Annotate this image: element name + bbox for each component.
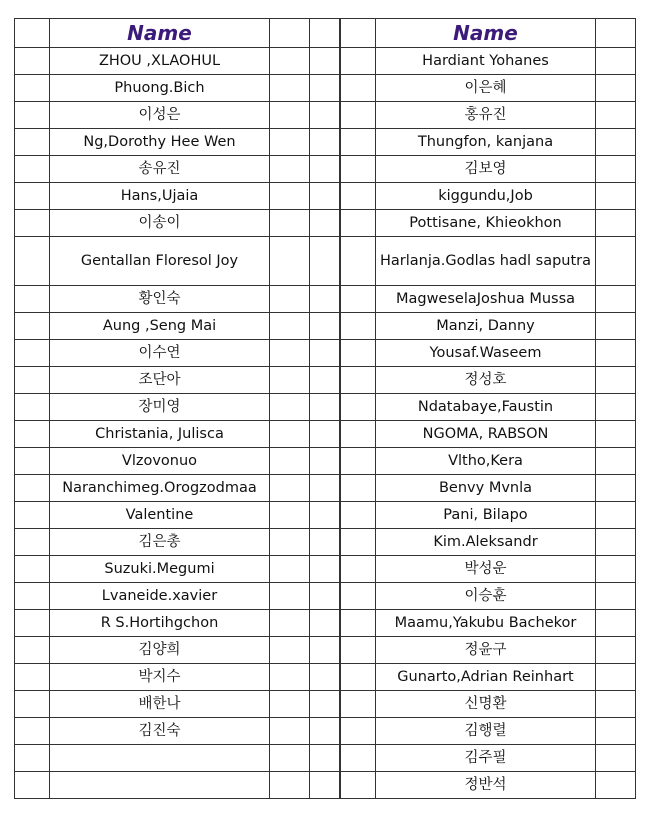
left-blank-cell [270, 367, 310, 394]
right-blank-cell [596, 772, 636, 799]
left-blank-cell [15, 772, 50, 799]
right-blank-cell [341, 102, 376, 129]
right-blank-cell [596, 718, 636, 745]
right-blank-cell [596, 75, 636, 102]
left-blank-cell [270, 394, 310, 421]
table-row [341, 718, 636, 745]
left-blank-cell [15, 745, 50, 772]
table-row [341, 529, 636, 556]
left-blank-cell [15, 718, 50, 745]
right-blank-cell [341, 583, 376, 610]
table-row [15, 529, 340, 556]
left-header-row [15, 19, 340, 48]
left-header-name: Name [50, 19, 270, 48]
left-name-cell [50, 772, 270, 799]
left-name-cell: 김양희 [50, 637, 270, 664]
table-row [15, 502, 340, 529]
table-row [15, 448, 340, 475]
right-name-cell: Pottisane, Khieokhon [376, 210, 596, 237]
right-blank-cell [596, 210, 636, 237]
right-blank-cell [341, 313, 376, 340]
left-name-cell: 김진숙 [50, 718, 270, 745]
table-row [341, 129, 636, 156]
right-name-cell: 정성호 [376, 367, 596, 394]
table-row [15, 475, 340, 502]
left-blank-cell [270, 583, 310, 610]
left-blank-cell [15, 237, 50, 286]
table-row [341, 664, 636, 691]
right-blank-cell [341, 156, 376, 183]
left-blank-cell [270, 421, 310, 448]
left-name-cell: Christania, Julisca [50, 421, 270, 448]
left-blank-cell [270, 745, 310, 772]
right-blank-cell [596, 367, 636, 394]
right-name-cell: 신명환 [376, 691, 596, 718]
left-blank-cell [310, 340, 340, 367]
right-name-cell: 정윤구 [376, 637, 596, 664]
right-name-cell: kiggundu,Job [376, 183, 596, 210]
table-row [15, 772, 340, 799]
left-blank-cell [270, 502, 310, 529]
left-blank-cell [310, 529, 340, 556]
right-blank-cell [596, 664, 636, 691]
left-header-blank-cell [270, 19, 310, 48]
right-blank-cell [596, 610, 636, 637]
left-blank-cell [15, 556, 50, 583]
left-blank-cell [310, 583, 340, 610]
right-blank-cell [341, 421, 376, 448]
left-blank-cell [310, 48, 340, 75]
right-name-cell: 홍유진 [376, 102, 596, 129]
right-blank-cell [341, 394, 376, 421]
right-blank-cell [596, 183, 636, 210]
left-name-cell: Aung ,Seng Mai [50, 313, 270, 340]
right-name-cell: Hardiant Yohanes [376, 48, 596, 75]
table-row [341, 237, 636, 286]
table-row [15, 102, 340, 129]
table-row [341, 183, 636, 210]
table-row [341, 583, 636, 610]
right-name-cell: Thungfon, kanjana [376, 129, 596, 156]
table-row [341, 102, 636, 129]
left-header-blank-cell [310, 19, 340, 48]
table-row [341, 394, 636, 421]
right-name-cell: 김보영 [376, 156, 596, 183]
left-blank-cell [270, 610, 310, 637]
left-blank-cell [310, 313, 340, 340]
left-blank-cell [310, 502, 340, 529]
right-name-cell: Benvy Mvnla [376, 475, 596, 502]
right-blank-cell [341, 610, 376, 637]
left-blank-cell [15, 394, 50, 421]
table-row [341, 210, 636, 237]
left-blank-cell [15, 664, 50, 691]
table-row [341, 313, 636, 340]
left-blank-cell [270, 183, 310, 210]
left-blank-cell [270, 313, 310, 340]
table-row [15, 210, 340, 237]
right-blank-cell [341, 637, 376, 664]
right-blank-cell [596, 448, 636, 475]
table-row [341, 637, 636, 664]
right-name-cell: Manzi, Danny [376, 313, 596, 340]
left-blank-cell [270, 691, 310, 718]
left-blank-cell [310, 237, 340, 286]
right-blank-cell [596, 340, 636, 367]
left-blank-cell [310, 610, 340, 637]
left-blank-cell [15, 286, 50, 313]
left-blank-cell [270, 340, 310, 367]
table-row [15, 421, 340, 448]
table-row [341, 772, 636, 799]
left-name-cell: 이수연 [50, 340, 270, 367]
left-name-cell: Lvaneide.xavier [50, 583, 270, 610]
left-blank-cell [15, 529, 50, 556]
right-name-cell: Gunarto,Adrian Reinhart [376, 664, 596, 691]
left-blank-cell [270, 664, 310, 691]
left-name-cell: 박지수 [50, 664, 270, 691]
right-name-cell: Vltho,Kera [376, 448, 596, 475]
left-blank-cell [270, 156, 310, 183]
right-name-cell: Yousaf.Waseem [376, 340, 596, 367]
left-blank-cell [270, 718, 310, 745]
left-blank-cell [310, 394, 340, 421]
right-blank-cell [341, 367, 376, 394]
left-blank-cell [310, 475, 340, 502]
table-row [15, 156, 340, 183]
left-blank-cell [15, 691, 50, 718]
left-blank-cell [310, 718, 340, 745]
left-blank-cell [270, 48, 310, 75]
left-blank-cell [310, 367, 340, 394]
right-name-cell: 김행렬 [376, 718, 596, 745]
left-blank-cell [270, 637, 310, 664]
right-name-cell: NGOMA, RABSON [376, 421, 596, 448]
right-blank-cell [596, 156, 636, 183]
table-row [15, 340, 340, 367]
table-row [341, 475, 636, 502]
right-blank-cell [341, 556, 376, 583]
right-name-table [340, 18, 636, 799]
left-blank-cell [270, 237, 310, 286]
table-row [15, 183, 340, 210]
table-row [15, 75, 340, 102]
table-row [341, 556, 636, 583]
table-row [15, 637, 340, 664]
left-blank-cell [15, 448, 50, 475]
left-blank-cell [270, 75, 310, 102]
left-name-cell: 조단아 [50, 367, 270, 394]
left-name-cell [50, 745, 270, 772]
left-blank-cell [270, 529, 310, 556]
right-blank-cell [596, 637, 636, 664]
right-name-cell: 이승훈 [376, 583, 596, 610]
left-blank-cell [15, 129, 50, 156]
right-blank-cell [596, 394, 636, 421]
left-blank-cell [15, 210, 50, 237]
right-blank-cell [596, 745, 636, 772]
left-name-cell: 장미영 [50, 394, 270, 421]
left-name-cell: Hans,Ujaia [50, 183, 270, 210]
right-name-cell: MagweselaJoshua Mussa [376, 286, 596, 313]
left-blank-cell [310, 102, 340, 129]
left-name-cell: Ng,Dorothy Hee Wen [50, 129, 270, 156]
right-name-cell: Maamu,Yakubu Bachekor [376, 610, 596, 637]
right-blank-cell [341, 286, 376, 313]
table-row [341, 75, 636, 102]
left-blank-cell [310, 448, 340, 475]
table-row [341, 367, 636, 394]
left-blank-cell [310, 286, 340, 313]
right-blank-cell [596, 129, 636, 156]
left-name-cell: Vlzovonuo [50, 448, 270, 475]
right-blank-cell [341, 75, 376, 102]
right-blank-cell [596, 48, 636, 75]
right-name-cell: Pani, Bilapo [376, 502, 596, 529]
left-blank-cell [15, 367, 50, 394]
left-blank-cell [310, 556, 340, 583]
left-blank-cell [15, 48, 50, 75]
right-header-row [341, 19, 636, 48]
left-blank-cell [15, 340, 50, 367]
right-blank-cell [596, 475, 636, 502]
left-blank-cell [15, 583, 50, 610]
left-blank-cell [15, 313, 50, 340]
right-blank-cell [341, 237, 376, 286]
table-row [15, 583, 340, 610]
left-blank-cell [310, 421, 340, 448]
right-blank-cell [341, 502, 376, 529]
table-row [341, 502, 636, 529]
right-blank-cell [341, 183, 376, 210]
right-blank-cell [341, 340, 376, 367]
left-header-blank-cell [15, 19, 50, 48]
left-name-cell: Naranchimeg.Orogzodmaa [50, 475, 270, 502]
right-blank-cell [596, 583, 636, 610]
left-name-cell: Phuong.Bich [50, 75, 270, 102]
table-row [15, 237, 340, 286]
right-header-blank-cell [596, 19, 636, 48]
left-blank-cell [15, 102, 50, 129]
right-name-cell: Ndatabaye,Faustin [376, 394, 596, 421]
left-name-cell: Valentine [50, 502, 270, 529]
left-name-cell: 이성은 [50, 102, 270, 129]
right-blank-cell [596, 529, 636, 556]
table-row [15, 394, 340, 421]
right-name-cell: 김주필 [376, 745, 596, 772]
right-name-cell: Kim.Aleksandr [376, 529, 596, 556]
right-name-cell: 박성운 [376, 556, 596, 583]
left-name-table [14, 18, 340, 799]
right-blank-cell [596, 502, 636, 529]
right-name-cell: Harlanja.Godlas hadl saputra [376, 237, 596, 286]
right-blank-cell [596, 691, 636, 718]
left-name-cell: 황인숙 [50, 286, 270, 313]
table-row [15, 718, 340, 745]
right-blank-cell [596, 421, 636, 448]
right-blank-cell [341, 48, 376, 75]
left-blank-cell [310, 210, 340, 237]
left-blank-cell [270, 102, 310, 129]
left-blank-cell [310, 183, 340, 210]
left-blank-cell [310, 691, 340, 718]
left-blank-cell [270, 129, 310, 156]
right-blank-cell [341, 664, 376, 691]
right-header-name: Name [376, 19, 596, 48]
left-name-cell: 송유진 [50, 156, 270, 183]
table-row [15, 286, 340, 313]
table-row [341, 48, 636, 75]
left-blank-cell [310, 664, 340, 691]
left-name-cell: ZHOU ,XLAOHUL [50, 48, 270, 75]
table-row [15, 48, 340, 75]
right-blank-cell [341, 475, 376, 502]
right-header-blank-cell [341, 19, 376, 48]
right-blank-cell [596, 556, 636, 583]
right-blank-cell [341, 745, 376, 772]
left-name-cell: Suzuki.Megumi [50, 556, 270, 583]
table-row [341, 421, 636, 448]
right-blank-cell [596, 102, 636, 129]
right-name-cell: 이은혜 [376, 75, 596, 102]
left-blank-cell [310, 75, 340, 102]
left-blank-cell [15, 637, 50, 664]
left-name-cell: 배한나 [50, 691, 270, 718]
right-blank-cell [341, 718, 376, 745]
table-row [341, 448, 636, 475]
right-blank-cell [596, 286, 636, 313]
table-row [15, 664, 340, 691]
left-blank-cell [270, 556, 310, 583]
table-row [15, 129, 340, 156]
table-row [15, 556, 340, 583]
left-blank-cell [270, 448, 310, 475]
right-blank-cell [341, 529, 376, 556]
table-row [341, 340, 636, 367]
table-row [341, 691, 636, 718]
left-name-cell: Gentallan Floresol Joy [50, 237, 270, 286]
right-blank-cell [596, 237, 636, 286]
right-name-cell: 정반석 [376, 772, 596, 799]
table-row [15, 367, 340, 394]
left-blank-cell [270, 210, 310, 237]
left-blank-cell [15, 156, 50, 183]
left-blank-cell [15, 610, 50, 637]
left-blank-cell [15, 475, 50, 502]
right-blank-cell [341, 691, 376, 718]
left-blank-cell [310, 637, 340, 664]
left-blank-cell [310, 129, 340, 156]
left-name-cell: 이송이 [50, 210, 270, 237]
right-blank-cell [341, 448, 376, 475]
left-blank-cell [15, 75, 50, 102]
table-row [341, 745, 636, 772]
left-blank-cell [15, 183, 50, 210]
right-blank-cell [596, 313, 636, 340]
table-row [341, 286, 636, 313]
right-blank-cell [341, 129, 376, 156]
left-blank-cell [310, 156, 340, 183]
right-blank-cell [341, 210, 376, 237]
left-blank-cell [270, 772, 310, 799]
table-row [15, 610, 340, 637]
left-blank-cell [15, 421, 50, 448]
left-blank-cell [270, 286, 310, 313]
table-row [15, 745, 340, 772]
table-row [15, 313, 340, 340]
left-blank-cell [310, 772, 340, 799]
table-row [15, 691, 340, 718]
table-row [341, 156, 636, 183]
left-blank-cell [270, 475, 310, 502]
right-blank-cell [341, 772, 376, 799]
left-blank-cell [15, 502, 50, 529]
left-name-cell: 김은총 [50, 529, 270, 556]
left-name-cell: R S.Hortihgchon [50, 610, 270, 637]
table-row [341, 610, 636, 637]
left-blank-cell [310, 745, 340, 772]
